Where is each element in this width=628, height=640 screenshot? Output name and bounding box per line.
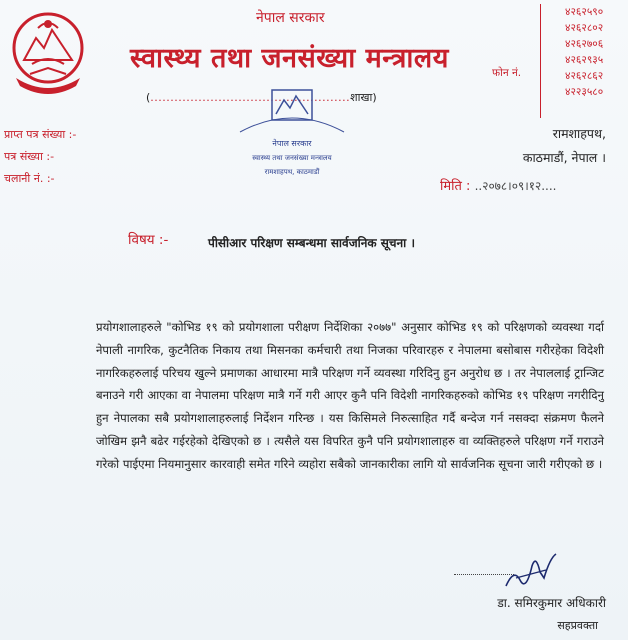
phone-number: ४२६२८६२ bbox=[565, 70, 604, 82]
address-line-2: काठमाडौं, नेपाल । bbox=[522, 150, 606, 165]
phone-number: ४२२३५८० bbox=[565, 86, 604, 98]
phone-number: ४२६२८०२ bbox=[565, 22, 604, 34]
government-name: नेपाल सरकार bbox=[256, 10, 325, 26]
phone-number: ४२६२९३५ bbox=[565, 54, 604, 66]
branch-prefix: ( bbox=[146, 91, 151, 104]
signer-name: डा. समिरकुमार अधिकारी bbox=[497, 596, 606, 610]
phone-list bbox=[540, 4, 621, 118]
stamp-line-2: स्वास्थ्य तथा जनसंख्या मन्त्रालय bbox=[252, 154, 332, 162]
date-label: मिति : bbox=[440, 179, 471, 194]
office-address bbox=[523, 124, 606, 172]
received-letter-label: प्राप्त पत्र संख्या :- bbox=[4, 128, 77, 141]
signer-title: सहप्रवक्ता bbox=[557, 619, 598, 632]
letter-number-label: पत्र संख्या :- bbox=[4, 150, 55, 163]
phone-number: ४२६२७०६ bbox=[565, 38, 604, 50]
date-line bbox=[440, 176, 556, 194]
stamp-line-3: रामशाहपथ, काठमाडौं bbox=[264, 168, 320, 176]
date-value: ..२०७८।०९।१२.... bbox=[474, 179, 557, 193]
branch-dots: .................................................. bbox=[150, 91, 351, 104]
phone-number: ४२६२५९० bbox=[565, 6, 604, 18]
dispatch-number-label: चलानी नं. :- bbox=[4, 172, 55, 185]
notice-body: प्रयोगशालाहरुले "कोभिड १९ को प्रयोगशाला परीक्षण निर्देशिका २०७७" अनुसार कोभिड १९ को परिक्षणको व्यवस्था गर्दा नेपाली नागरिक, कुटनैतिक निकाय तथा मिसनका कर्मचारी तथा निजका परिवारहरु र नेपालमा बसोबास गरीरहेका विदेशी नागरिकहरुलाई परिचय खुल्ने प्रमाणका आधारमा मात्रै परिक्षण गर्ने व्यवस्था गरिदिनु हुन अनुरोध छ । तर नेपाललाई ट्रान्जिट बनाउने गरी आएका वा नेपालमा परिक्षण मात्रै गर्ने गरी आएर कुनै पनि विदेशी नागरिकहरुको कोभिड १९ परिक्षण नगरीदिनु हुन नेपालका सबै प्रयोगशालाहरुलाई निर्देशन गरिन्छ । यस किसिमले निरुत्साहित गर्दै बन्देज गर्न नसक्दा संक्रमण फैलने जोखिम झनै बढेर गईरहेको देखिएको छ । त्यसैले यस विपरित कुनै पनि प्रयोगशालाहरु वा व्यक्तिहरुले परिक्षण गर्ने गराउने गरेको पाईएमा नियमानुसार कारवाही समेत गरिने व्यहोरा सबैको जानकारीका लागि यो सार्वजनिक सूचना जारी गरीएको छ । bbox=[96, 320, 604, 471]
stamp-line-1: नेपाल सरकार bbox=[272, 139, 312, 148]
branch-suffix: शाखा) bbox=[350, 91, 377, 104]
phone-label: फोन नं. bbox=[492, 67, 522, 79]
ministry-title: स्वास्थ्य तथा जनसंख्या मन्त्रालय bbox=[130, 43, 449, 74]
subject-label: विषय :- bbox=[128, 232, 169, 248]
subject-text: पीसीआर परिक्षण सम्बन्धमा सार्वजनिक सूचना । bbox=[208, 236, 415, 250]
signature-icon bbox=[500, 548, 560, 594]
reference-labels bbox=[4, 126, 76, 192]
office-stamp bbox=[232, 84, 352, 184]
address-line-1: रामशाहपथ, bbox=[552, 126, 606, 141]
nepal-emblem-icon bbox=[10, 8, 86, 94]
